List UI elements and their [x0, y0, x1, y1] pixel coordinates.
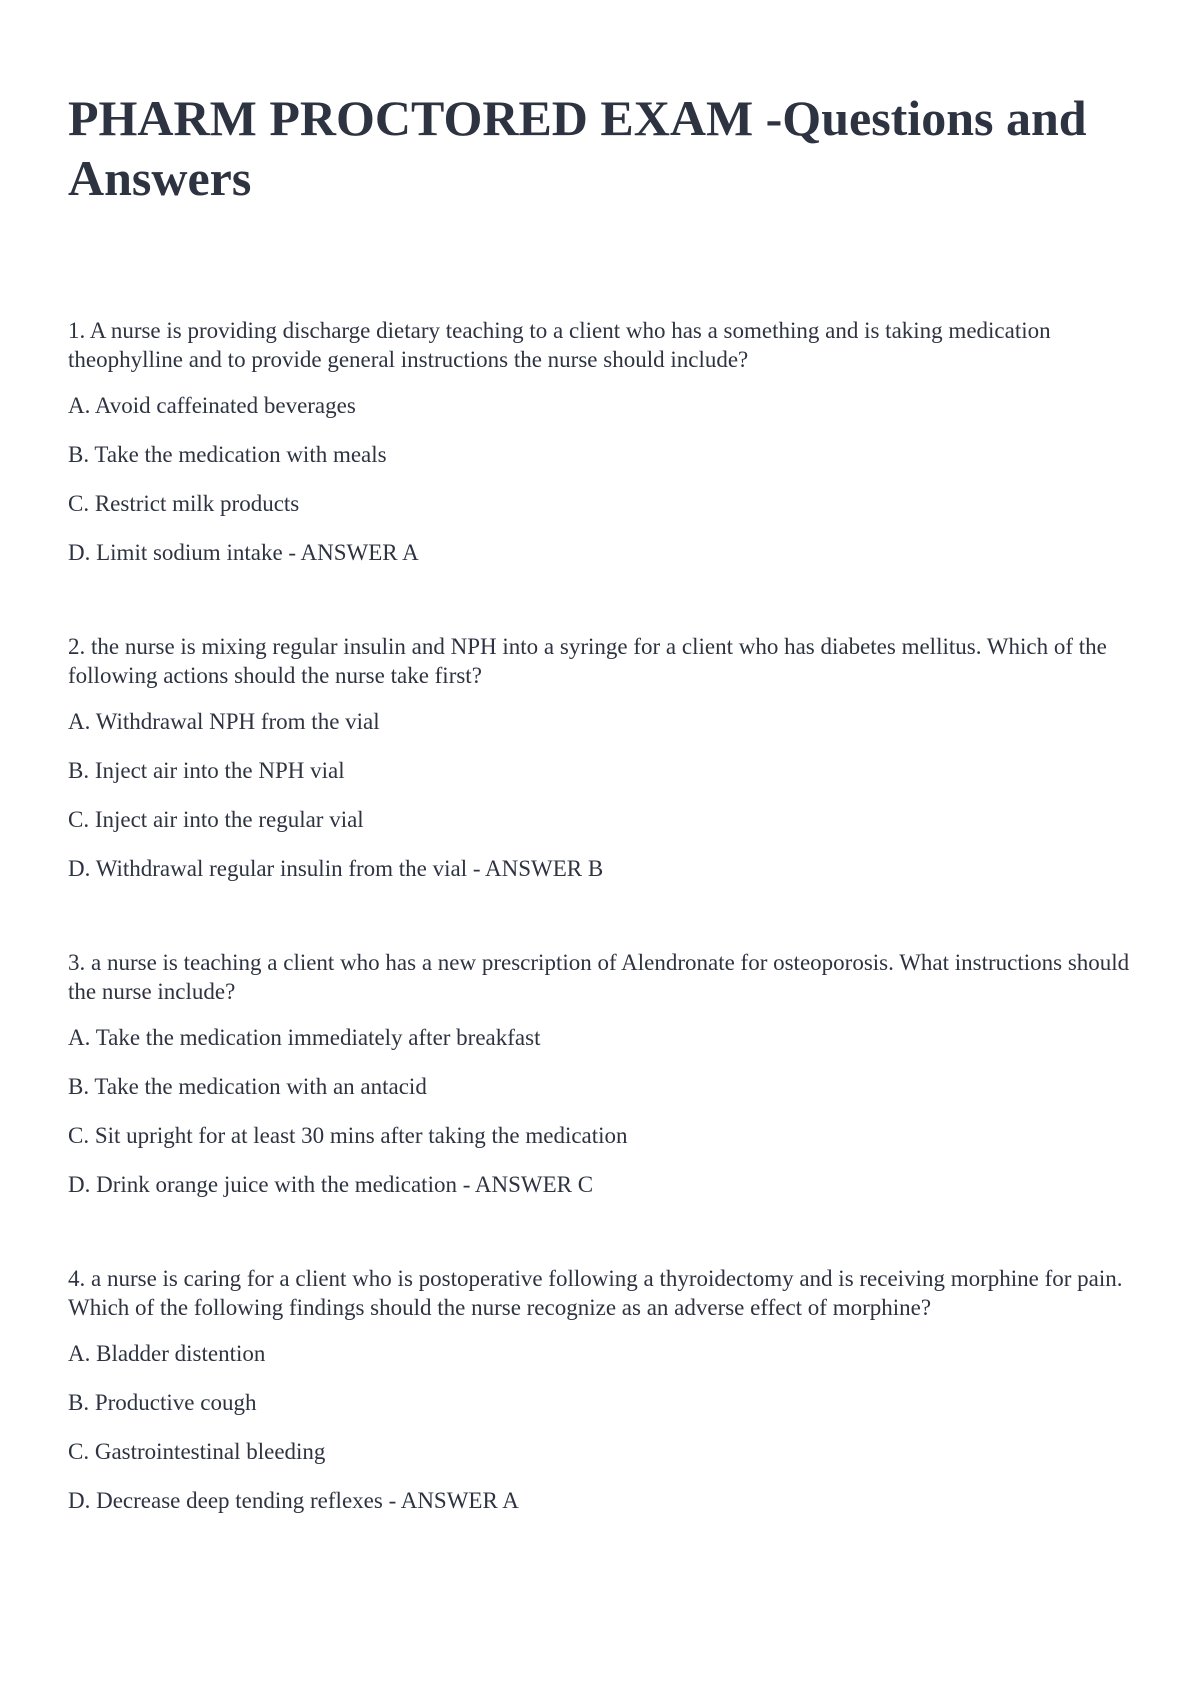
answer-option: A. Bladder distention — [68, 1341, 266, 1366]
question-text: 2. the nurse is mixing regular insulin and NPH into a syringe for a client who has diabetes mellitus. Which of the following actions should the nurse take first? — [68, 634, 1107, 688]
answer-option: D. Decrease deep tending reflexes - ANSWER A — [68, 1488, 519, 1513]
answer-option: A. Avoid caffeinated beverages — [68, 393, 356, 418]
answer-option: C. Sit upright for at least 30 mins after taking the medication — [68, 1123, 628, 1148]
answer-option: B. Inject air into the NPH vial — [68, 758, 345, 783]
question-block-4 — [68, 1264, 1138, 1515]
answer-option: B. Take the medication with meals — [68, 442, 387, 467]
answer-option: D. Withdrawal regular insulin from the vial - ANSWER B — [68, 856, 604, 881]
question-text: 4. a nurse is caring for a client who is postoperative following a thyroidectomy and is receiving morphine for pain. Which of the following findings should the nurse recognize as an adverse effect of morphine? — [68, 1266, 1123, 1320]
answer-option: D. Drink orange juice with the medication - ANSWER C — [68, 1172, 594, 1197]
answer-option: B. Productive cough — [68, 1390, 257, 1415]
question-text: 3. a nurse is teaching a client who has a new prescription of Alendronate for osteoporosis. What instructions should the nurse include? — [68, 950, 1130, 1004]
answer-option: D. Limit sodium intake - ANSWER A — [68, 540, 419, 565]
answer-option: C. Restrict milk products — [68, 491, 300, 516]
answer-option: A. Withdrawal NPH from the vial — [68, 709, 380, 734]
document-page — [68, 0, 1128, 1684]
answer-option: B. Take the medication with an antacid — [68, 1074, 427, 1099]
question-block-2 — [68, 632, 1138, 883]
question-text: 1. A nurse is providing discharge dietary teaching to a client who has a something and is taking medication theophylline and to provide general instructions the nurse should include? — [68, 318, 1051, 372]
question-block-1 — [68, 316, 1138, 567]
document-title: PHARM PROCTORED EXAM -Questions and Answers — [68, 90, 1087, 206]
answer-option: A. Take the medication immediately after breakfast — [68, 1025, 541, 1050]
answer-option: C. Gastrointestinal bleeding — [68, 1439, 326, 1464]
answer-option: C. Inject air into the regular vial — [68, 807, 364, 832]
question-block-3 — [68, 948, 1138, 1199]
